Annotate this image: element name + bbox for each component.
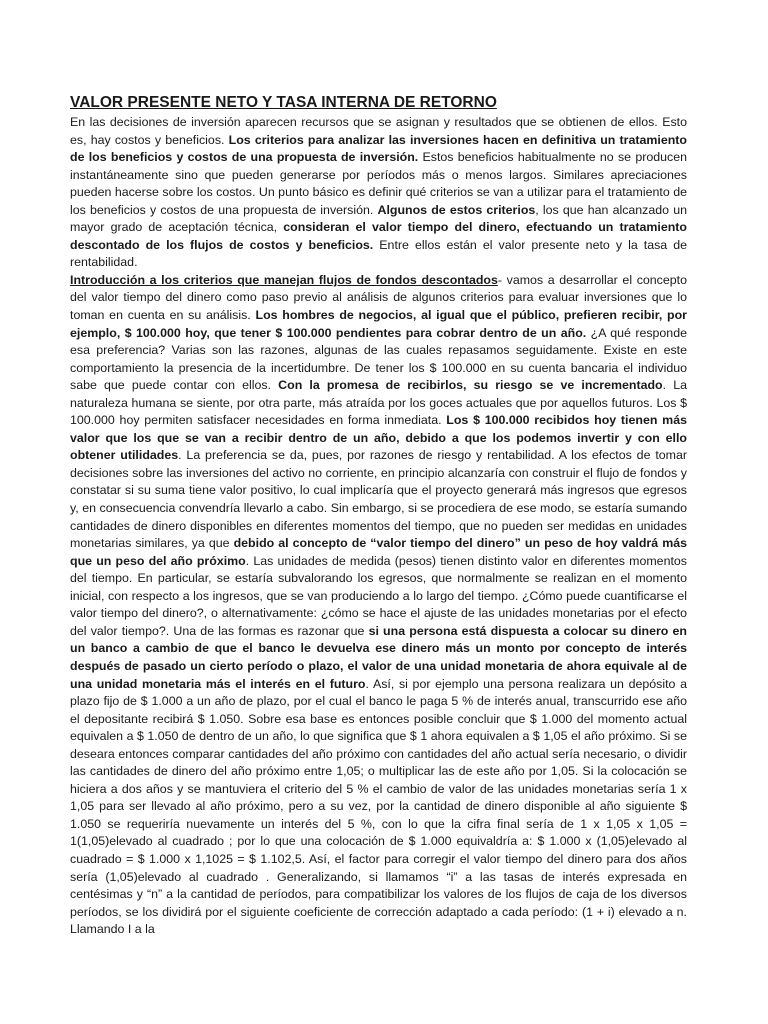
text-run-normal: . Las unidades de medida (pesos) tienen distinto valor en diferentes momentos del tiempo. En particular, se estaría subvalorando los egresos, que normalmente se realizan en el momento inicial, con respecto a los ingresos, que se van produciendo a lo largo del tiempo. ¿Cómo puede cuantificarse el valor tiempo del dinero?, o alternativamente: ¿cómo se hace el ajuste de las unidades monetarias por el efecto del valor tiempo?. Una de las formas es razonar que	[70, 553, 687, 638]
text-run-bold: Los criterios para analizar las inversiones hacen en definitiva un tratamiento de los beneficios y costos de una propuesta de inversión.	[70, 132, 688, 165]
text-run-normal: Estos beneficios habitualmente no se producen instantáneamente sino que pueden generarse por períodos más o menos largos. Similares apreciaciones pueden hacerse sobre los costos. Un punto básico es definir qué criterios se van a utilizar para el tratamiento de los beneficios y costos de una propuesta de inversión.	[70, 150, 687, 217]
text-run-bold: si una persona está dispuesta a colocar su dinero en un banco a cambio de que el banco le devuelva ese dinero más un monto por concepto de interés después de pasado un cierto período o plazo, el valor de una unidad monetaria de ahora equivale al de una unidad monetaria más el interés en el futuro	[70, 623, 687, 691]
text-run-normal: . Así, si por ejemplo una persona realizara un depósito a plazo fijo de $ 1.000 a un año de plazo, por el cual el banco le paga 5 % de interés anual, transcurrido ese año el depositante recibirá $ 1.050. Sobre esa base es entonces posible concluir que $ 1.000 del momento actual equivalen a $ 1.050 de dentro de un año, lo que significa que $ 1 ahora equivalen a $ 1,05 el año próximo. Si se deseara entonces comparar cantidades del año próximo con cantidades del año actual sería necesario, o dividir las cantidades de dinero del año próximo entre 1,05; o multiplicar las de este año por 1,05. Si la colocación se hiciera a dos años y se mantuviera el criterio del 5 % el cambio de valor de las unidades monetarias sería 1 x 1,05 para ser llevado al año próximo, pero a su vez, por la cantidad de dinero disponible al año siguiente $ 1.050 se requeriría nuevamente un interés del 5 %, con lo que la cifra final sería de 1 x 1,05 x 1,05 = 1(1,05)elevado al cuadrado ; por lo que una colocación de $ 1.000 equivaldría a: $ 1.000 x (1,05)elevado al cuadrado = $ 1.000 x 1,1025 = $ 1.102,5. Así, el factor para corregir el valor tiempo del dinero para dos años sería (1,05)elevado al cuadrado . Generalizando, si llamamos “i” a las tasas de interés expresada en centésimas y “n” a la cantidad de períodos, para compatibilizar los valores de los flujos de caja de los diversos períodos, se los dividirá por el siguiente coeficiente de corrección adaptado a cada período: (1 + i) elevado a n. Llamando I a la	[70, 676, 687, 937]
text-run-bold: Algunos de estos criterios	[377, 202, 536, 217]
text-run-underline: Introducción a los criterios que manejan flujos de fondos descontados	[70, 272, 498, 287]
text-run-bold: Con la promesa de recibirlos, su riesgo se ve incrementado	[278, 378, 663, 393]
text-run-normal: Entre ellos están el valor presente neto y la tasa de rentabilidad.	[70, 237, 688, 270]
text-run-bold: Los $ 100.000 recibidos hoy tienen más valor que los que se van a recibir dentro de un año, debido a que los podemos invertir y con ello obtener utilidades	[70, 413, 687, 463]
text-run-bold: consideran el valor tiempo del dinero, efectuando un tratamiento descontado de los flujos de costos y beneficios.	[70, 220, 687, 252]
paragraph-intro	[70, 114, 687, 272]
paragraph-time-value	[70, 272, 687, 939]
text-run-normal: . La preferencia se da, pues, por razones de riesgo y rentabilidad. A los efectos de tomar decisiones sobre las inversiones del activo no corriente, en principio alcanzaría con construir el flujo de fondos y constatar si su suma tiene valor positivo, lo cual implicaría que el proyecto generará más ingresos que egresos y, en consecuencia convendría llevarlo a cabo. Sin embargo, si se procediera de ese modo, se estaría sumando cantidades de dinero disponibles en diferentes momentos del tiempo, que no pueden ser medidas en unidades monetarias similares, ya que	[70, 448, 687, 551]
text-run-bold: Los hombres de negocios, al igual que el público, prefieren recibir, por ejemplo, $ 100.000 hoy, que tener $ 100.000 pendientes para cobrar dentro de un año.	[70, 308, 687, 340]
text-run-normal: En las decisiones de inversión aparecen recursos que se asignan y resultados que se obtienen de ellos. Esto es, hay costos y beneficios.	[70, 115, 687, 147]
text-run-normal: ¿A qué responde esa preferencia? Varias son las razones, algunas de las cuales repasamos seguidamente. Existe en este comportamiento la presencia de la incertidumbre. De tener los $ 100.000 en su cuenta bancaria el individuo sabe que puede contar con ellos.	[70, 325, 687, 393]
text-run-normal: , los que han alcanzado un mayor grado de aceptación técnica,	[70, 202, 688, 235]
document-title: VALOR PRESENTE NETO Y TASA INTERNA DE RETORNO	[70, 94, 497, 111]
text-run-normal: - vamos a desarrollar el concepto del valor tiempo del dinero como paso previo al análisis de algunos criterios para evaluar inversiones que lo toman en cuenta en su análisis.	[70, 272, 687, 323]
text-run-normal: . La naturaleza humana se siente, por otra parte, más atraída por los goces actuales que por aquellos futuros. Los $ 100.000 hoy permiten satisfacer necesidades en forma inmediata.	[70, 378, 687, 428]
text-run-bold: debido al concepto de “valor tiempo del dinero” un peso de hoy valdrá más que un peso del año próximo	[70, 536, 687, 568]
